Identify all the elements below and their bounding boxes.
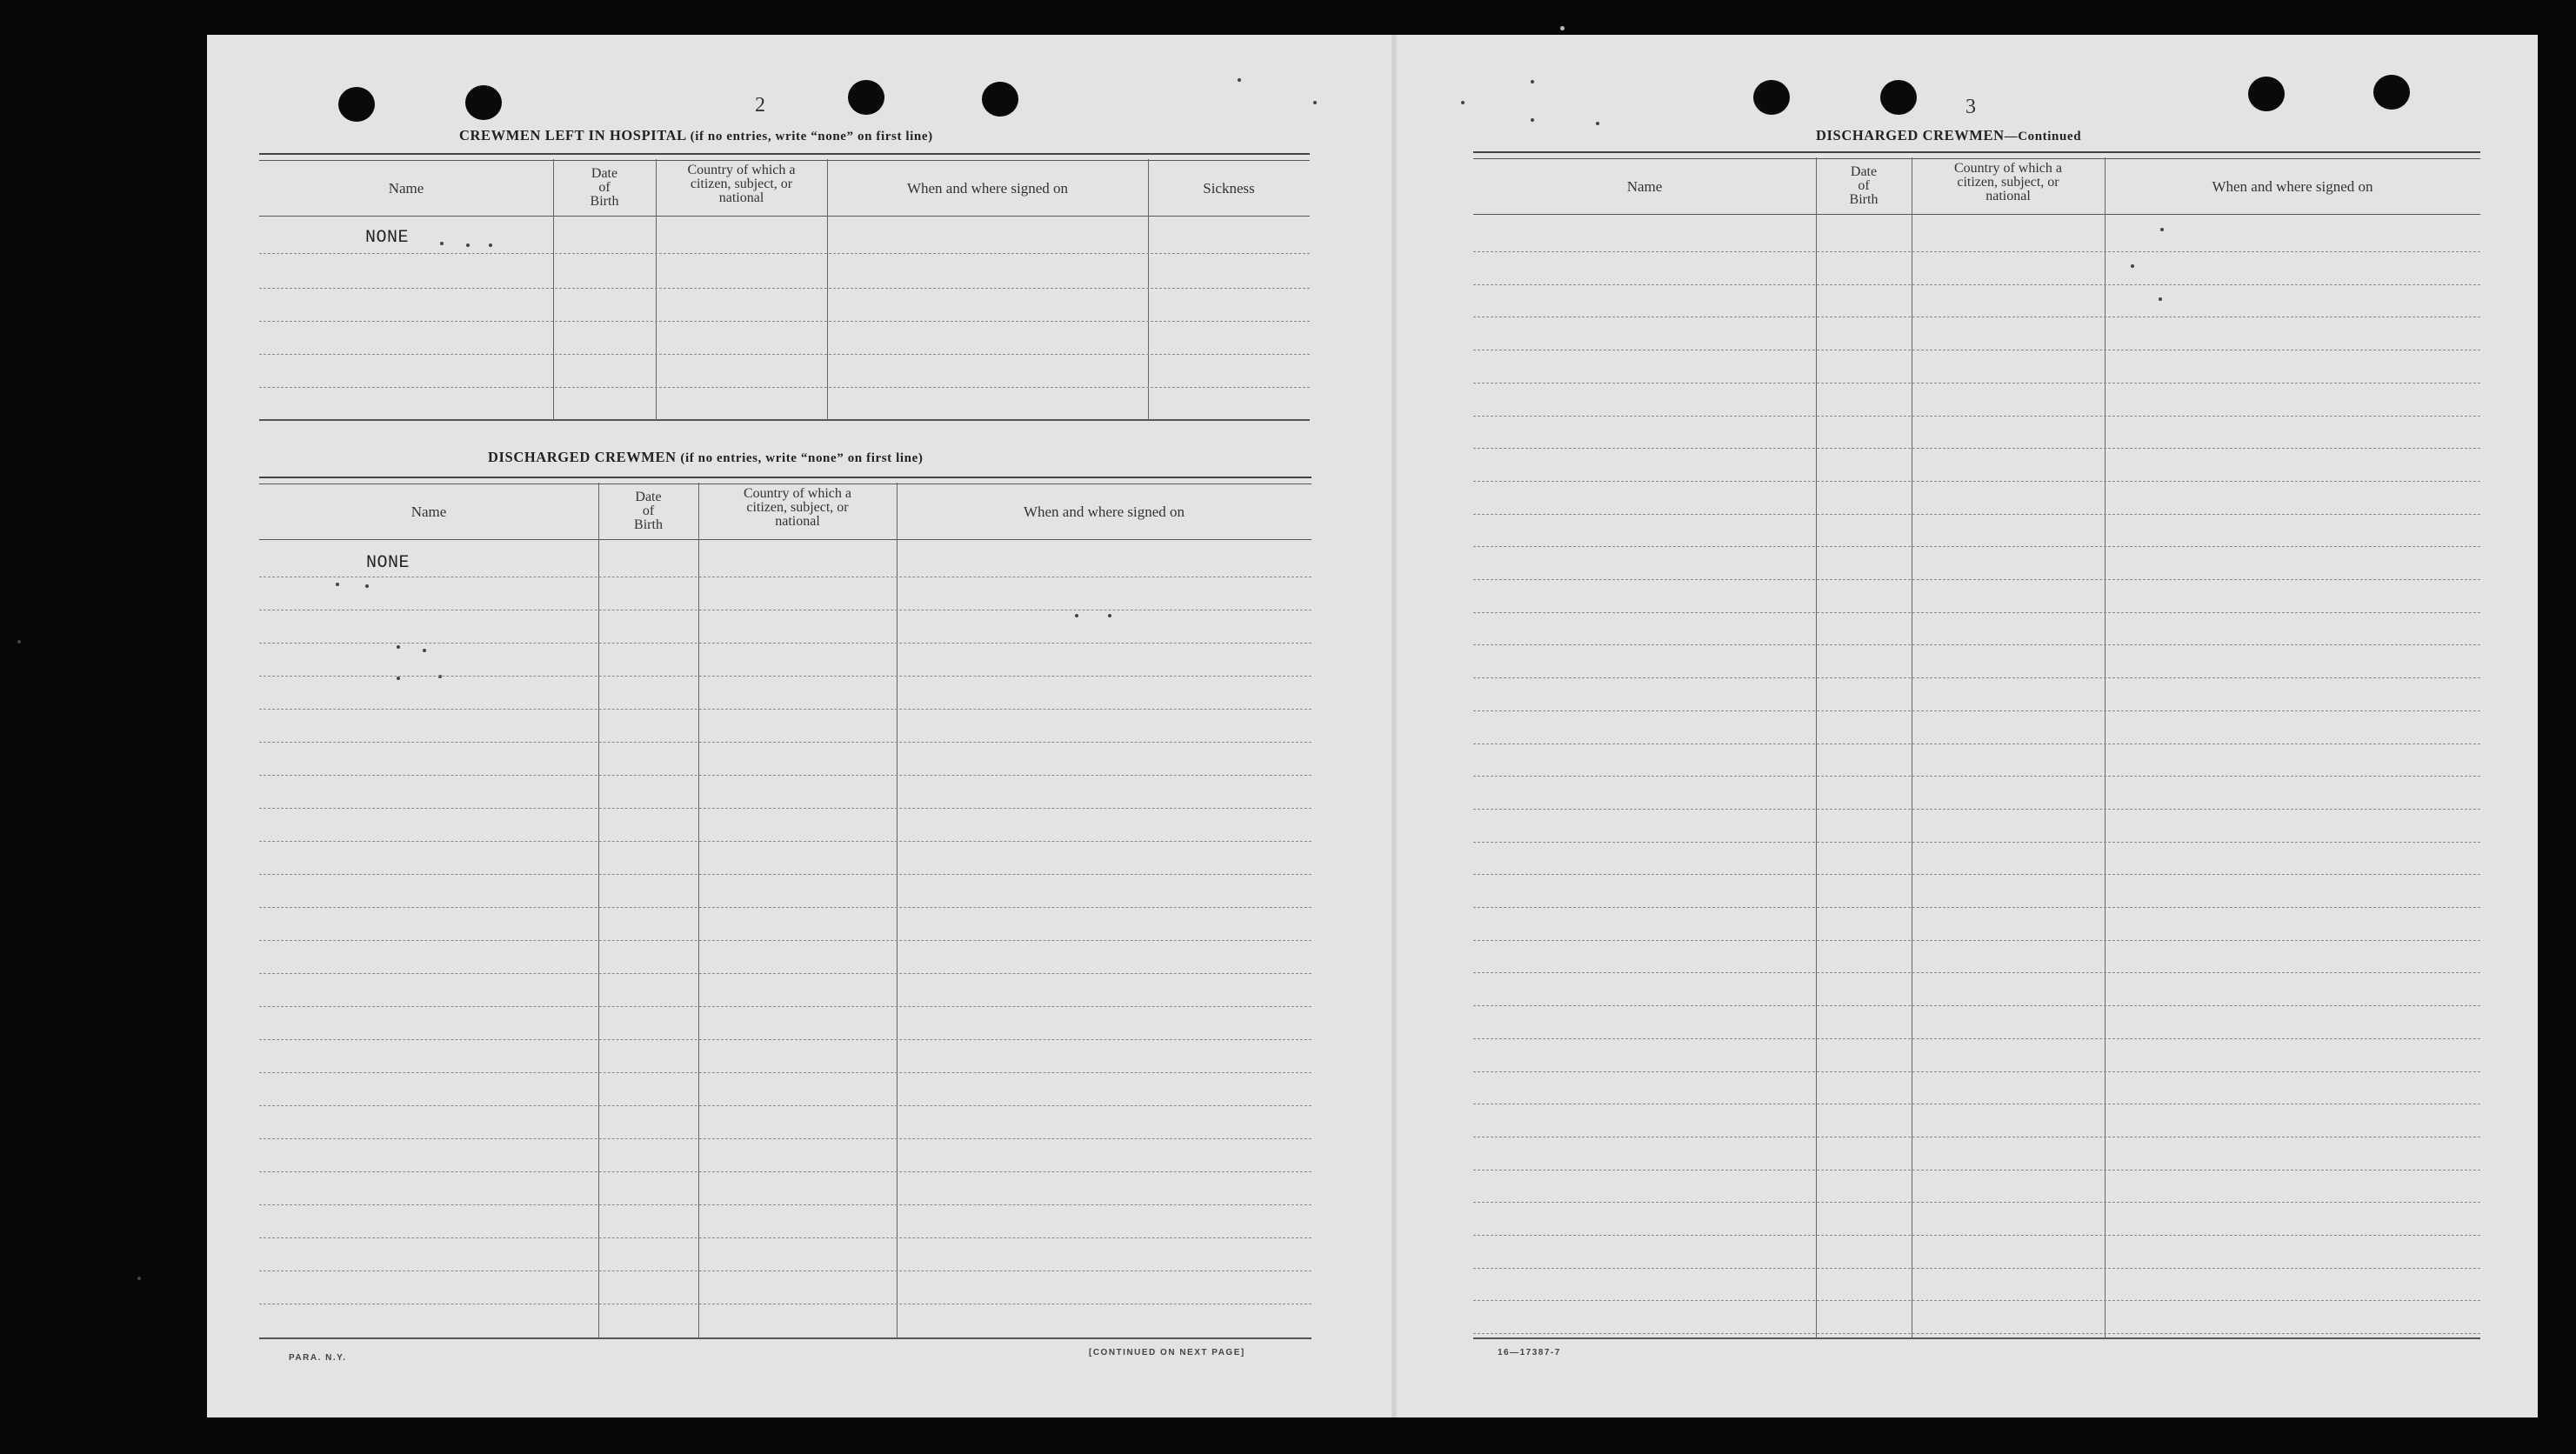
table-row	[1473, 874, 2480, 875]
table-row	[1473, 1202, 2480, 1203]
table-row	[259, 1171, 1311, 1172]
table-row	[259, 742, 1311, 743]
hospital-title-note: (if no entries, write “none” on first line)	[690, 130, 933, 143]
table-row	[1473, 644, 2480, 645]
column-divider	[2105, 157, 2106, 1338]
table-row	[1473, 1268, 2480, 1269]
table-row	[1473, 1071, 2480, 1072]
table-row	[259, 676, 1311, 677]
table-row	[259, 1105, 1311, 1106]
table-row	[1473, 416, 2480, 417]
table-row	[1473, 842, 2480, 843]
punch-hole	[982, 82, 1018, 117]
table-row	[1473, 448, 2480, 449]
table-row	[259, 1006, 1311, 1007]
punch-hole	[1880, 80, 1917, 115]
scan-speck	[1461, 101, 1465, 104]
header-country: Country of which a citizen, subject, or national	[1954, 161, 2062, 203]
scan-speck	[1238, 78, 1241, 82]
table-bottom-rule	[259, 1337, 1311, 1339]
table-row	[259, 973, 1311, 974]
continued-note: [CONTINUED ON NEXT PAGE]	[1089, 1348, 1245, 1357]
discharged-table-left	[259, 477, 1311, 1346]
header-bottom-rule	[259, 216, 1310, 217]
table-row	[1473, 677, 2480, 678]
table-row	[1473, 972, 2480, 973]
header-sickness: Sickness	[1203, 179, 1255, 197]
table-row	[259, 253, 1310, 254]
scan-speck	[17, 640, 21, 644]
table-row	[259, 874, 1311, 875]
hospital-entry-none: NONE	[365, 228, 410, 248]
table-row	[259, 354, 1310, 355]
scan-speck	[1531, 118, 1534, 122]
scan-speck	[1531, 80, 1534, 83]
table-row	[1473, 383, 2480, 384]
table-row	[1473, 612, 2480, 613]
table-row	[1473, 1005, 2480, 1006]
table-row	[1473, 284, 2480, 285]
table-row	[1473, 579, 2480, 580]
page-number-right: 3	[1965, 96, 1976, 118]
header-name: Name	[410, 503, 447, 520]
table-row	[259, 1237, 1311, 1238]
discharged-continued-title	[1816, 127, 2081, 144]
form-number: 16—17387-7	[1498, 1348, 1561, 1357]
hospital-section-title	[459, 127, 933, 144]
header-signed-on: When and where signed on	[2212, 177, 2373, 195]
table-row	[259, 775, 1311, 776]
table-row	[259, 709, 1311, 710]
discharged-title-note: (if no entries, write “none” on first line)	[680, 451, 924, 465]
column-divider	[598, 483, 599, 1338]
table-row	[1473, 481, 2480, 482]
punch-hole	[1753, 80, 1790, 115]
header-name: Name	[388, 179, 424, 197]
header-bottom-rule	[259, 539, 1311, 540]
table-bottom-rule	[1473, 1337, 2480, 1339]
table-row	[259, 841, 1311, 842]
header-country: Country of which a citizen, subject, or national	[744, 486, 851, 529]
hospital-title-text: CREWMEN LEFT IN HOSPITAL	[459, 127, 686, 143]
table-row	[259, 940, 1311, 941]
table-row	[259, 387, 1310, 388]
table-bottom-rule	[259, 419, 1310, 421]
scan-speck	[1313, 101, 1317, 104]
table-row	[1473, 940, 2480, 941]
table-row	[1473, 546, 2480, 547]
table-row	[1473, 776, 2480, 777]
table-row	[259, 1039, 1311, 1040]
page-fold	[1391, 35, 1397, 1417]
table-row	[259, 643, 1311, 644]
scan-speck	[1560, 26, 1565, 30]
header-signed-on: When and where signed on	[1023, 503, 1185, 520]
header-bottom-rule	[1473, 214, 2480, 215]
punch-hole	[848, 80, 884, 115]
column-divider	[698, 483, 699, 1338]
header-date-of-birth: Date of Birth	[1849, 164, 1879, 207]
table-row	[259, 808, 1311, 809]
continued-title-text: DISCHARGED CREWMEN	[1816, 127, 2005, 143]
table-row	[259, 1204, 1311, 1205]
table-row	[1473, 1170, 2480, 1171]
table-row	[1473, 1038, 2480, 1039]
discharged-title-text: DISCHARGED CREWMEN	[488, 449, 677, 465]
punch-hole	[2248, 77, 2285, 111]
table-row	[259, 321, 1310, 322]
scan-speck	[1596, 122, 1599, 125]
scan-speck	[137, 1277, 141, 1280]
table-row	[1473, 1333, 2480, 1334]
table-row	[1473, 809, 2480, 810]
column-divider	[1816, 157, 1817, 1338]
discharged-section-title	[488, 449, 923, 466]
punch-hole	[338, 87, 375, 122]
punch-hole	[2373, 75, 2410, 110]
header-date-of-birth: Date of Birth	[590, 166, 619, 209]
table-row	[1473, 710, 2480, 711]
table-row	[1473, 514, 2480, 515]
header-date-of-birth: Date of Birth	[634, 490, 663, 532]
discharged-entry-none: NONE	[366, 553, 410, 573]
header-country: Country of which a citizen, subject, or national	[687, 163, 796, 205]
page-number-left: 2	[755, 94, 765, 117]
table-row	[259, 907, 1311, 908]
table-row	[259, 1072, 1311, 1073]
table-row	[1473, 1300, 2480, 1301]
table-row	[1473, 1235, 2480, 1236]
punch-hole	[465, 85, 502, 120]
hospital-table	[259, 153, 1310, 424]
table-row	[1473, 907, 2480, 908]
column-divider	[897, 483, 898, 1338]
discharged-table-right	[1473, 151, 2480, 1344]
header-name: Name	[1626, 177, 1663, 195]
table-row	[1473, 251, 2480, 252]
table-row	[259, 288, 1310, 289]
table-row	[259, 1138, 1311, 1139]
header-signed-on: When and where signed on	[906, 179, 1069, 197]
printer-mark: PARA. N.Y.	[289, 1353, 347, 1363]
continued-title-suffix: —Continued	[2004, 130, 2082, 143]
